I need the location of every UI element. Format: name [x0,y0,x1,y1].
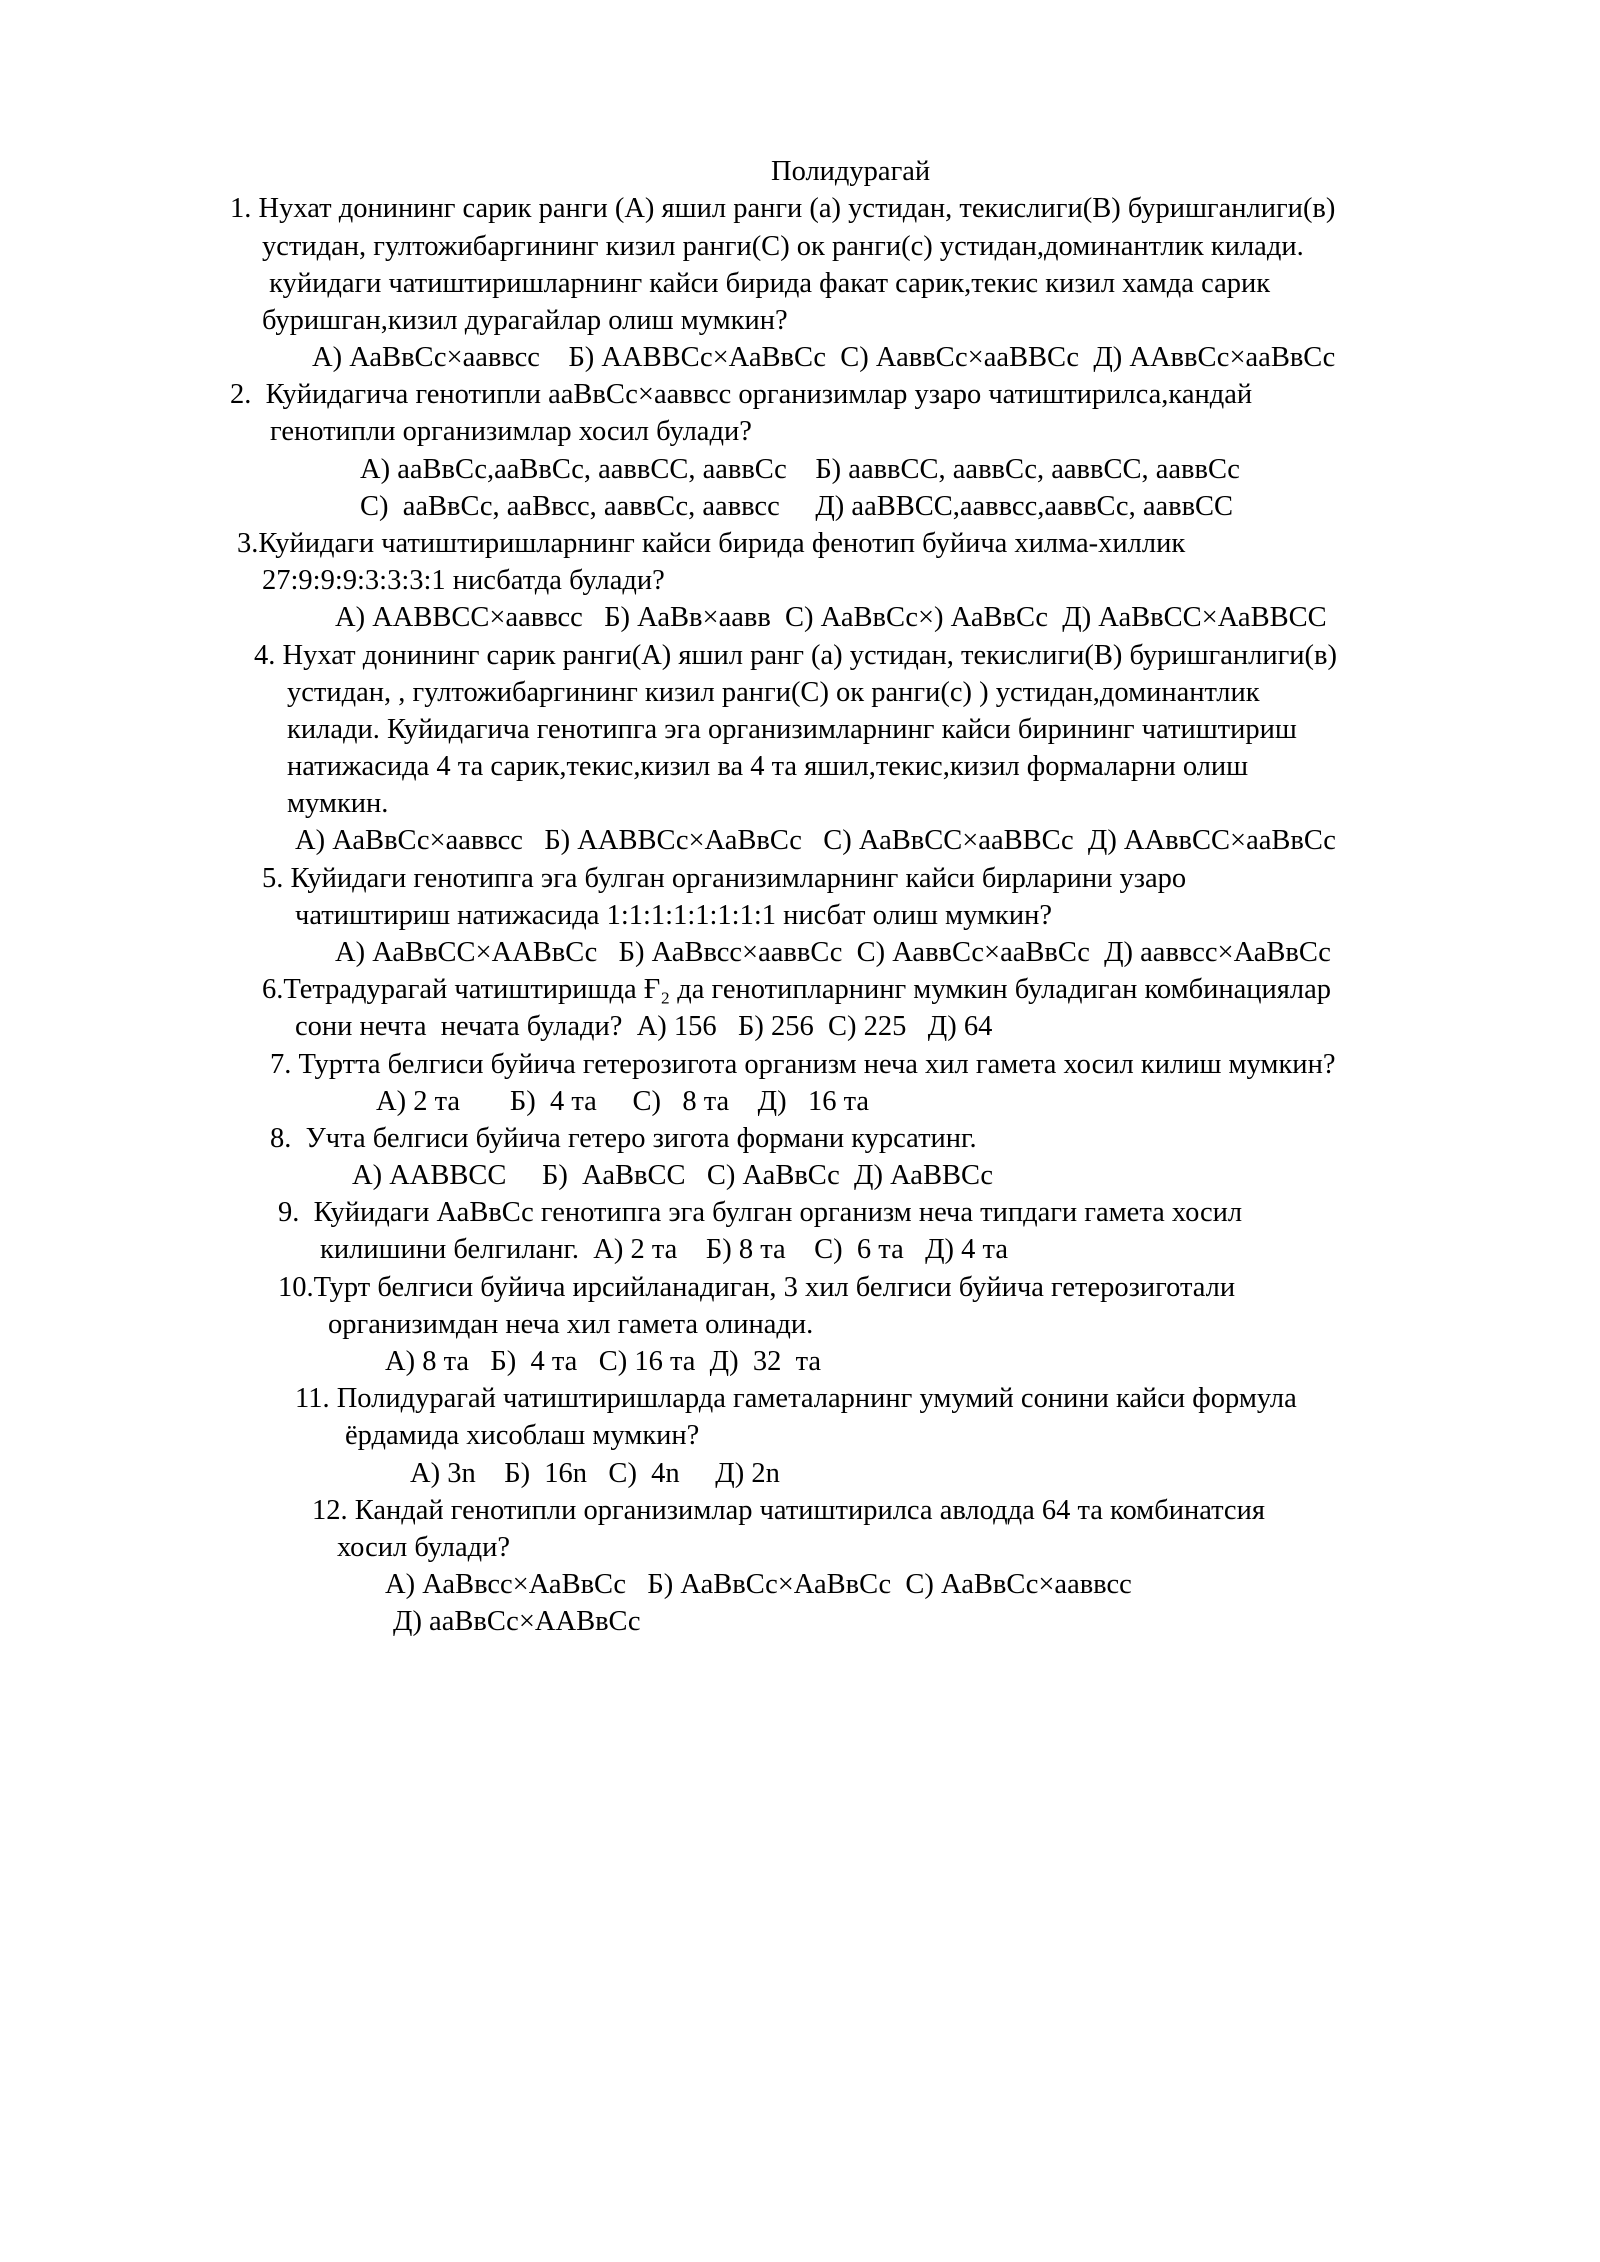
text-line: 5. Куйидаги генотипга эга булган организимларнинг кайси бирларини узаро [262,863,1187,894]
text-line: устидан, гултожибаргининг кизил ранги(С) ок ранги(с) устидан,доминантлик килади. [262,231,1304,262]
text-line: 12. Кандай генотипли организимлар чатиштирилса авлодда 64 та комбинатсия [312,1495,1265,1526]
text-line: организимдан неча хил гамета олинади. [328,1309,814,1340]
text-line: хосил булади? [337,1532,511,1563]
text-line: генотипли организимлар хосил булади? [270,416,752,447]
text-line: А) АаВвСс×ааввсс Б) ААВВСс×АаВвСс С) АаввСс×ааВВСс Д) ААввСс×ааВвСс [312,342,1336,373]
text-line: 8. Учта белгиси буйича гетеро зигота формани курсатинг. [270,1123,977,1154]
text-line: А) 8 та Б) 4 та С) 16 та Д) 32 та [385,1346,822,1377]
text-line: ёрдамида хисоблаш мумкин? [345,1420,700,1451]
text-line: 6.Тетрадурагай чатиштиришда Ғ₂ да генотипларнинг мумкин буладиган комбинациялар [262,974,1332,1005]
text-line: буришган,кизил дурагайлар олиш мумкин? [262,305,788,336]
text-line: килишини белгиланг. А) 2 та Б) 8 та С) 6 та Д) 4 та [320,1234,1008,1265]
text-line: чатиштириш натижасида 1:1:1:1:1:1:1:1 нисбат олиш мумкин? [295,900,1052,931]
text-line: А) АаВвСс×ааввсс Б) ААВВСс×АаВвСс С) АаВвСС×ааВВСс Д) ААввСС×ааВвСс [295,825,1336,856]
text-line: Д) ааВвСс×ААВвСс [393,1606,641,1637]
text-line: килади. Куйидагича генотипга эга организимларнинг кайси бирининг чатиштириш [287,714,1297,745]
text-line: устидан, , гултожибаргининг кизил ранги(С) ок ранги(с) ) устидан,доминантлик [287,677,1260,708]
text-line: 27:9:9:9:3:3:3:1 нисбатда булади? [262,565,665,596]
text-line: А) АаВвсс×АаВвСс Б) АаВвСс×АаВвСс С) АаВвСс×ааввсс [385,1569,1132,1600]
text-line: натижасида 4 та сарик,текис,кизил ва 4 та яшил,текис,кизил формаларни олиш [287,751,1249,782]
text-line: А) 3n Б) 16n С) 4n Д) 2n [410,1458,780,1489]
text-line: 9. Куйидаги АаВвСс генотипга эга булган организм неча типдаги гамета хосил [278,1197,1243,1228]
text-line: А) АаВвСС×ААВвСс Б) АаВвсс×ааввСс С) АаввСс×ааВвСс Д) ааввсс×АаВвСс [335,937,1331,968]
text-line: 3.Куйидаги чатиштиришларнинг кайси бирида фенотип буйича хилма-хиллик [237,528,1186,559]
text-line: сони нечта нечата булади? А) 156 Б) 256 С) 225 Д) 64 [295,1011,993,1042]
text-line: 4. Нухат донининг сарик ранги(А) яшил ранг (а) устидан, текислиги(В) буришганлиги(в) [254,640,1337,671]
text-line: А) 2 та Б) 4 та С) 8 та Д) 16 та [376,1086,870,1117]
document-title: Полидурагай [771,156,931,187]
text-line: 7. Туртта белгиси буйича гетерозигота организм неча хил гамета хосил килиш мумкин? [270,1049,1336,1080]
text-line: А) ааВвСс,ааВвСс, ааввСС, ааввСс Б) ааввСС, ааввСс, ааввСС, ааввСс [360,454,1240,485]
text-line: мумкин. [287,788,389,819]
text-line: 11. Полидурагай чатиштиришларда гаметаларнинг умумий сонини кайси формула [295,1383,1297,1414]
text-line: куйидаги чатиштиришларнинг кайси бирида факат сарик,текис кизил хамда сарик [262,268,1271,299]
text-line: 1. Нухат донининг сарик ранги (А) яшил ранги (а) устидан, текислиги(В) буришганлиги(в) [230,193,1336,224]
text-line: 2. Куйидагича генотипли ааВвСс×ааввсс организимлар узаро чатиштирилса,кандай [230,379,1253,410]
text-line: А) ААВВСС×ааввсс Б) АаВв×аавв С) АаВвСс×) АаВвСс Д) АаВвСС×АаВВСС [335,602,1327,633]
text-line: 10.Турт белгиси буйича ирсийланадиган, 3 хил белгиси буйича гетерозиготали [278,1272,1236,1303]
text-line: С) ааВвСс, ааВвсс, ааввСс, ааввсс Д) ааВВСС,ааввсс,ааввСс, ааввСС [360,491,1234,522]
text-line: А) ААВВСС Б) АаВвСС С) АаВвСс Д) АаВВСс [352,1160,993,1191]
